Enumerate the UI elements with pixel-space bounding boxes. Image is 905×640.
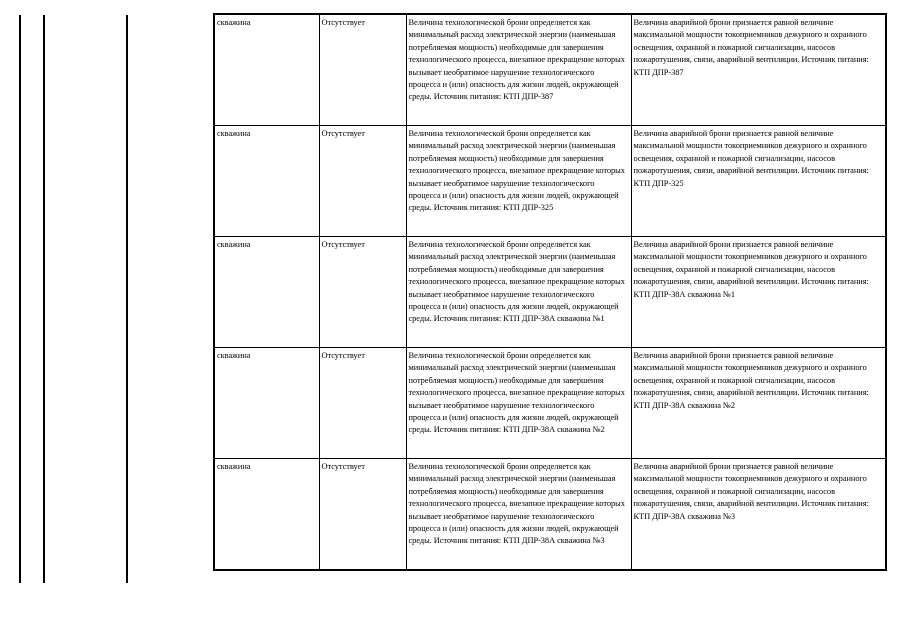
object-type-cell: скважина: [214, 459, 319, 571]
reserve-table-body: [214, 14, 886, 570]
emergency-reserve-cell: Величина аварийной брони признается равной величине максимальной мощности токоприемников дежурного и охранного освещения, охранной и пожарной сигнализации, насосов пожаротушения, связи, аварийной вентиляции. Источник питания: КТП ДПР-325: [631, 126, 886, 237]
emergency-reserve-cell: Величина аварийной брони признается равной величине максимальной мощности токоприемников дежурного и охранного освещения, охранной и пожарной сигнализации, насосов пожаротушения, связи, аварийной вентиляции. Источник питания: КТП ДПР-38А скважина №2: [631, 348, 886, 459]
status-cell: Отсутствует: [319, 459, 406, 571]
left-margin-rule: [126, 15, 128, 583]
tech-reserve-cell: Величина технологической брони определяется как минимальный расход электрической энергии (наименьшая потребляемая мощность) необходимые для завершения технологического процесса, внезапное прекращение которых вызывает необратимое нарушение технологического процесса и (или) опасность для жизни людей, окружающей среды. Источник питания: КТП ДПР-387: [406, 14, 631, 126]
status-cell: Отсутствует: [319, 14, 406, 126]
tech-reserve-cell: Величина технологической брони определяется как минимальный расход электрической энергии (наименьшая потребляемая мощность) необходимые для завершения технологического процесса, внезапное прекращение которых вызывает необратимое нарушение технологического процесса и (или) опасность для жизни людей, окружающей среды. Источник питания: КТП ДПР-325: [406, 126, 631, 237]
table-row: [214, 14, 886, 126]
object-type-cell: скважина: [214, 126, 319, 237]
tech-reserve-cell: Величина технологической брони определяется как минимальный расход электрической энергии (наименьшая потребляемая мощность) необходимые для завершения технологического процесса, внезапное прекращение которых вызывает необратимое нарушение технологического процесса и (или) опасность для жизни людей, окружающей среды. Источник питания: КТП ДПР-38А скважина №3: [406, 459, 631, 571]
emergency-reserve-cell: Величина аварийной брони признается равной величине максимальной мощности токоприемников дежурного и охранного освещения, охранной и пожарной сигнализации, насосов пожаротушения, связи, аварийной вентиляции. Источник питания: КТП ДПР-387: [631, 14, 886, 126]
table-row: [214, 459, 886, 571]
reserve-table: [213, 13, 887, 571]
emergency-reserve-cell: Величина аварийной брони признается равной величине максимальной мощности токоприемников дежурного и охранного освещения, охранной и пожарной сигнализации, насосов пожаротушения, связи, аварийной вентиляции. Источник питания: КТП ДПР-38А скважина №1: [631, 237, 886, 348]
tech-reserve-cell: Величина технологической брони определяется как минимальный расход электрической энергии (наименьшая потребляемая мощность) необходимые для завершения технологического процесса, внезапное прекращение которых вызывает необратимое нарушение технологического процесса и (или) опасность для жизни людей, окружающей среды. Источник питания: КТП ДПР-38А скважина №2: [406, 348, 631, 459]
left-margin-rule: [19, 15, 21, 583]
object-type-cell: скважина: [214, 237, 319, 348]
object-type-cell: скважина: [214, 348, 319, 459]
table-row: [214, 126, 886, 237]
emergency-reserve-cell: Величина аварийной брони признается равной величине максимальной мощности токоприемников дежурного и охранного освещения, охранной и пожарной сигнализации, насосов пожаротушения, связи, аварийной вентиляции. Источник питания: КТП ДПР-38А скважина №3: [631, 459, 886, 571]
status-cell: Отсутствует: [319, 126, 406, 237]
tech-reserve-cell: Величина технологической брони определяется как минимальный расход электрической энергии (наименьшая потребляемая мощность) необходимые для завершения технологического процесса, внезапное прекращение которых вызывает необратимое нарушение технологического процесса и (или) опасность для жизни людей, окружающей среды. Источник питания: КТП ДПР-38А скважина №1: [406, 237, 631, 348]
table-row: [214, 237, 886, 348]
table-row: [214, 348, 886, 459]
left-margin-rule: [43, 15, 45, 583]
status-cell: Отсутствует: [319, 237, 406, 348]
object-type-cell: скважина: [214, 14, 319, 126]
status-cell: Отсутствует: [319, 348, 406, 459]
